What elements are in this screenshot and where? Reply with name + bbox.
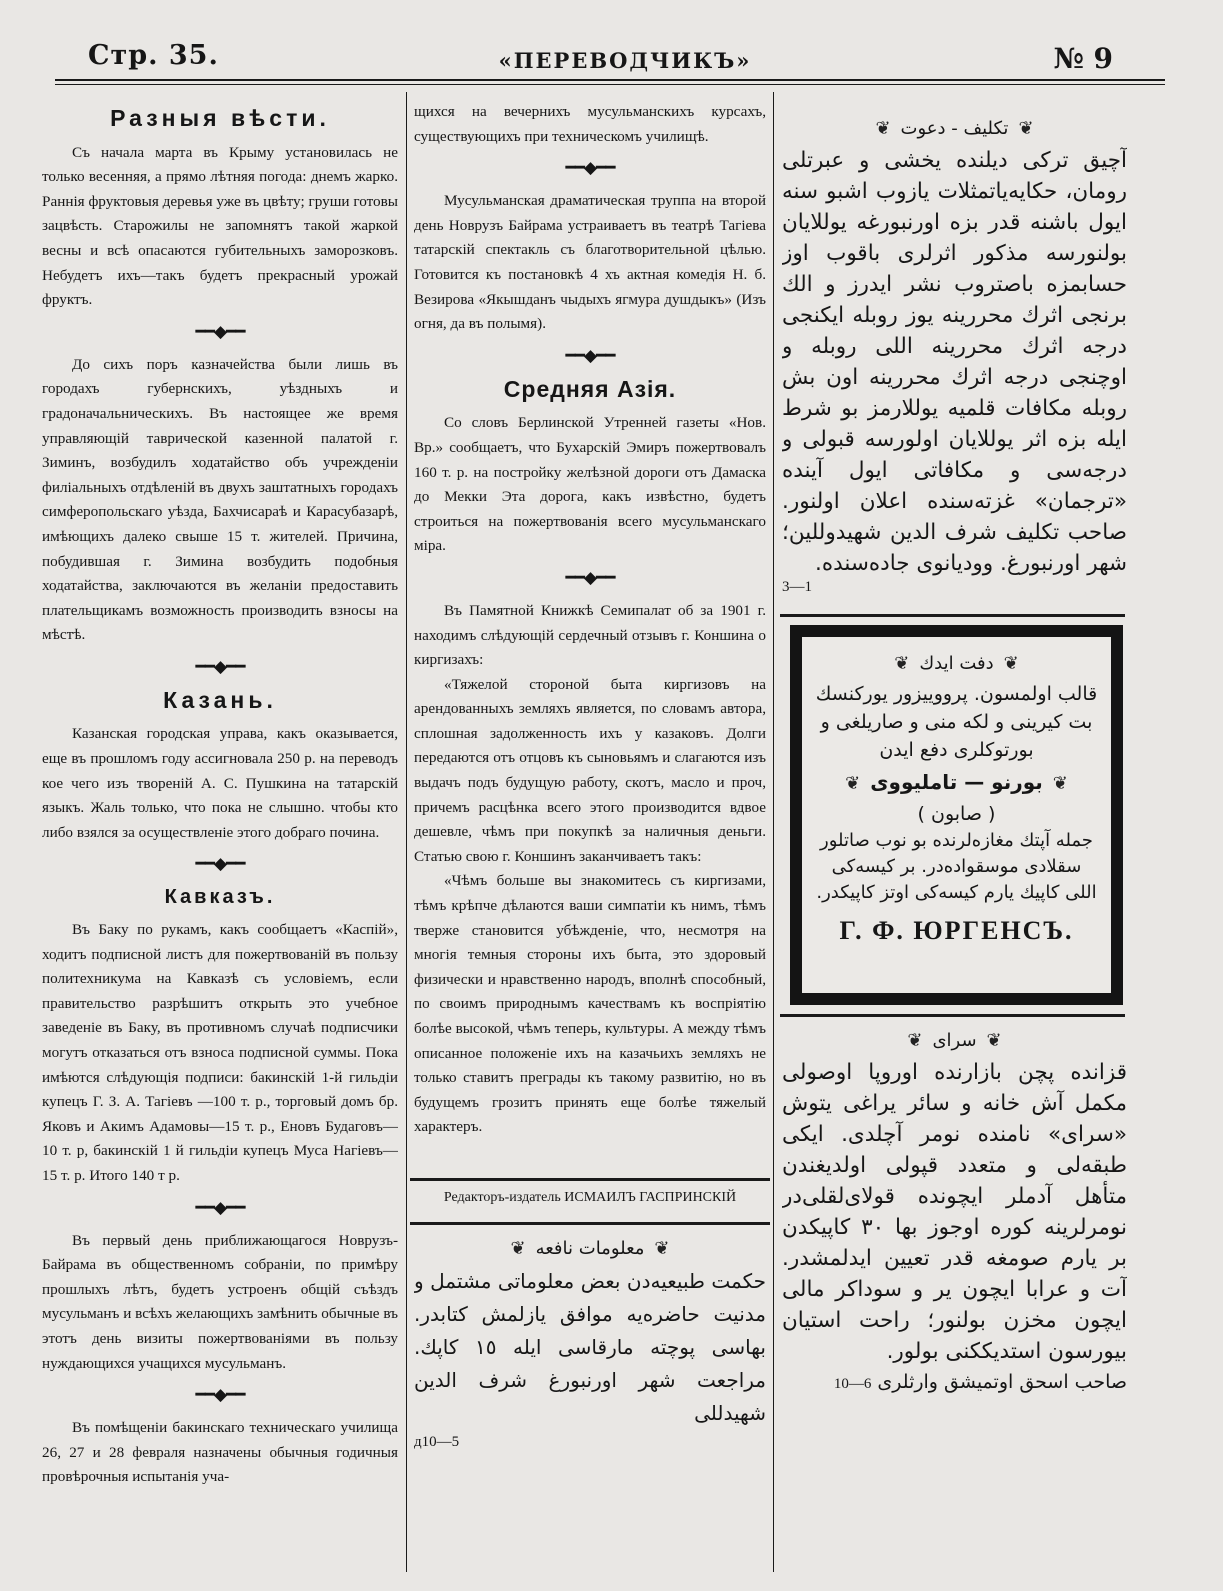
ornament-icon: ❦ (986, 1030, 1002, 1051)
article-kirghiz-quote-2: «Чѣмъ больше вы знакомитесь съ киргизами, тѣмъ крѣпче дѣлаются ваши симпатіи къ нимъ, тѣмъ тверже становится убѣжденіе, что, несмотря на многія темныя стороны ихъ быта, это здоровый физически и нравственно народъ, вполнѣ способный, по своимъ природнымъ качествамъ къ воспріятію болѣе высокой, чѣмъ теперь, культуры. А между тѣмъ описанное положеніе ихъ на казачьихъ земляхъ не только ставитъ преграды къ такому развитію, но въ будущемъ грозитъ принять еще болѣе тяжелый характеръ. (414, 872, 766, 1136)
section-heading-kazan: Казань. (163, 686, 277, 713)
column-divider-1 (406, 92, 407, 1572)
ornament-divider: ━━◆━━ (565, 158, 615, 178)
advertisement-box (790, 625, 1123, 1005)
ornament-divider: ━━◆━━ (565, 567, 615, 587)
ad-text-1: قالب اولمسون. پرووییزور یورکنسك بت کیرینی و لکه منی و صاریلغی و بورتوکلری دفع ایدن (815, 683, 1098, 761)
ad-product-text: بورنو — تاملیووی (870, 770, 1043, 794)
ornament-icon: ❦ (875, 118, 891, 139)
header-rule-thin (55, 84, 1165, 85)
editor-rule-bottom (410, 1222, 770, 1225)
notice-title (414, 1238, 766, 1259)
article-bukhara-emir: Со словъ Берлинской Утренней газеты «Нов. Вр.» сообщаетъ, что Бухарскій Эмиръ пожертвовалъ 160 т. р. на постройку желѣзной дороги отъ Дамаска до Мекки Эта дорога, какъ извѣстно, будетъ строиться на пожертвованія всего мусульманскаго міра. (414, 414, 766, 555)
notice-text: حکمت طبیعیه‌دن بعض معلوماتی مشتمل و مدنیت حاضره‌یه موافق یازلمش کتابدر. بهاسی پوچته مارقاسی ایله ١٥ کاپك. مراجعت شهر اورنبورغ شرف الدین شهیدللی (414, 1269, 766, 1425)
header-rule (55, 79, 1165, 81)
newspaper-title: «ПЕРЕВОДЧИКЪ» (498, 48, 752, 73)
article-continuation: щихся на вечернихъ мусульманскихъ курсахъ, существующихъ при техническомъ училищѣ. (414, 103, 766, 145)
ornament-icon: ❦ (654, 1238, 670, 1259)
column-divider-2 (773, 92, 774, 1572)
saray-title (782, 1030, 1127, 1051)
ornament-icon: ❦ (510, 1238, 526, 1259)
ad-product (814, 770, 1099, 794)
ad-title-text: دفت ایدك (919, 653, 994, 674)
editor-line: Редакторъ-издатель ИСМАИЛЪ ГАСПРИНСКІЙ (443, 1190, 737, 1205)
issue-number: № 9 (1053, 42, 1113, 75)
ornament-divider: ━━◆━━ (195, 854, 245, 874)
ornament-divider: ━━◆━━ (195, 1385, 245, 1405)
ad-text-2: جمله آپتك مغازه‌لرنده بو نوب صاتلور سقلادی موسقواده‌در. بر کیسه‌کی اللی کاپیك یارم کیسه‌کی اوتز کاپیکدر. (816, 830, 1097, 903)
invitation-number: 3—1 (782, 579, 812, 595)
article-kirghiz-quote-1: «Тяжелой стороной быта киргизовъ на арендованныхъ земляхъ является, по словамъ автора, сплошная задолженность ихъ у казаковъ. Долги передаются отъ отцовъ къ сыновьямъ и слагаются изъ выдачъ подъ будущую работу, скотъ, масло и проч, причемъ расцѣнка всего этого производится вдвое дешевле, чѣмъ при покупкѣ за наличныя деньги. Статью свою г. Коншинъ заканчиваетъ такъ: (414, 675, 766, 865)
notice-number: д10—5 (414, 1434, 460, 1450)
section-heading-news: Разныя вѣсти. (110, 105, 330, 131)
article-treasury: До сихъ поръ казначейства были лишь въ городахъ губернскихъ, уѣздныхъ и градоначальническихъ. Въ настоящее же время управляющій таврической казенной палатой г. Зиминъ, возбудилъ ходатайство объ учрежденіи филіальныхъ отдѣленій въ двухъ заштатныхъ городахъ симферопольскаго уѣзда, Бахчисараѣ и Карасубазарѣ, имѣющихъ далеко свыше 15 т. жителей. Причина, побудившая г. Зимина возбудить подобныя ходатайства, заключаются въ желаніи предоставить плательщикамъ возможность производить взносы на мѣстѣ. (42, 355, 398, 644)
saray-owner: صاحب اسحق اوتمیشق وارثلری (877, 1371, 1127, 1393)
section-heading-central-asia: Средняя Азія. (503, 375, 677, 402)
article-drama-troupe: Мусульманская драматическая труппа на второй день Новрузъ Байрама устраиваетъ въ театрѣ Тагіева татарскій спектакль съ благотворительной цѣлью. Готовится къ постановкѣ 4 хъ актная комедія Н. б. Везирова «Якышданъ чыдыхъ ягмура душдыкъ» (Изъ огня, да въ полымя). (414, 192, 766, 333)
section-heading-caucasus: Кавказъ. (164, 886, 276, 909)
ad-product-subtitle: ( صابون ) (917, 803, 996, 825)
saray-rule (780, 1014, 1125, 1017)
editor-rule-top (410, 1178, 770, 1181)
ornament-divider: ━━◆━━ (195, 321, 245, 341)
ad-rule (780, 614, 1125, 617)
article-novruz-bayram: Въ первый день приближающагося Новрузъ-Байрама въ общественномъ собраніи, по примѣру прошлыхъ лѣтъ, будетъ устроенъ общій съѣздъ мусульманъ и всѣхъ желающихъ замѣнить обычные въ этотъ день визиты пожертвованіями въ пользу нуждающихся учащихся мусульманъ. (42, 1231, 398, 1372)
invitation-text: آچیق ترکی دیلنده یخشی و عبرتلی رومان، حکایه‌یاتمثلات یازوب اشبو سنه ایول باشنه قدر بزه ‌اورنبورغه یوللایان بولنورسه مذکور اثرلری باقوب اوز حسابمزه باصتروب نشر ایدرز و الك برنجی اثرك محررینه یوز روبله ایکنجی درجه اثرك محررینه اللی روبله و اوچنجی درجه اثرك محررینه اون بش روبله مکافات قلمیه یوللارمز بو شرط ایله بزه اثر یوللایان اولورسه قبولی و درجه‌سی و مکافاتی ایول آینده «ترجمان» غزته‌سنده اعلان اولنور. صاحب تکلیف شرف الدین شهیدوللین؛ شهر اورنبورغ. وودیانوی جاده‌سنده. (782, 148, 1127, 576)
article-semipalatinsk: Въ Памятной Книжкѣ Семипалат об за 1901 г. находимъ слѣдующій сердечный отзывъ г. Коншина о киргизахъ: (414, 601, 766, 669)
ornament-divider: ━━◆━━ (195, 1197, 245, 1217)
column-2 (414, 100, 766, 1175)
announcement-saray (782, 1024, 1127, 1579)
page-number: Стр. 35. (88, 40, 219, 71)
ornament-divider: ━━◆━━ (565, 345, 615, 365)
ornament-icon: ❦ (845, 773, 861, 794)
saray-title-text: سرای (932, 1030, 977, 1051)
column-1 (42, 100, 398, 1585)
announcement-invitation (782, 112, 1127, 610)
article-baku-exams: Въ помѣщеніи бакинскаго техническаго училища 26, 27 и 28 февраля назначены обычныя годичныя провѣрочныя испытанія уча- (42, 1419, 398, 1486)
saray-text: قزانده پچن بازارنده اوروپا اوصولی مکمل آش خانه و سائر یراغی یتوش «سرای» نامنده نومر آچلدی. ایکی طبقه‌لی و متعدد قپولی اولدیغندن متأهل آدملر ایچوندە قولای‌لقلی‌در نومرلرینه کوره اوجوز بها ٣٠ کاپیکدن بر یارم صومغه قدر تعیین ایدلمشدر. آت و عرابا ایچون یر و سوداکر مالی ایچون مخزن بولنور؛ راحت استیان بیورسون استدیککنی بولور. (782, 1060, 1127, 1364)
notice-title-text: معلومات نافعه (535, 1238, 645, 1259)
saray-footer (782, 1367, 1127, 1400)
invitation-title (782, 118, 1127, 139)
saray-number: 6—10 (833, 1376, 872, 1392)
ornament-icon: ❦ (1052, 773, 1068, 794)
notice-useful-info (414, 1232, 766, 1577)
invitation-title-text: تکلیف - دعوت (900, 118, 1009, 139)
article-crimea-weather: Съ начала марта въ Крыму установилась не только весенняя, а прямо лѣтняя погода: днемъ жарко. Раннія фруктовыя деревья уже въ цвѣту; груши готовы зацвѣсть. Старожилы не запомнятъ такой жаркой весны и всѣ опасаются губительныхъ заморозковъ. Небудетъ ихъ—такъ будетъ прекрасный урожай фруктъ. (42, 143, 398, 309)
article-kazan-pushkin: Казанская городская управа, какъ оказывается, еще въ прошломъ году ассигновала 250 р. на переводъ кое чего изъ твореній А. С. Пушкина на татарскій языкъ. Жаль только, что пока не слышно. чтобы кто либо взялся за осуществленіе этого добраго почина. (42, 725, 398, 841)
editor-line-box (414, 1186, 766, 1216)
ad-advertiser-name: Г. Ф. ЮРГЕНСЪ. (839, 916, 1074, 945)
article-baku-polytechnic: Въ Баку по рукамъ, какъ сообщаетъ «Каспій», ходитъ подписной листъ для пожертвованій въ пользу политехникума на Кавказѣ съ условіемъ, если правительство разрѣшитъ открыть это учебное заведеніе въ Баку, въ противномъ случаѣ подписчики могутъ отказаться отъ взноса подписной суммы. Пока имѣются слѣдующія подписи: бакинскій 1-й гильдіи купецъ Г. З. А. Тагіевъ —100 т. р., торговый домъ бр. Яковъ и Акимъ Адамовы—15 т. р., Еновъ Будаговъ—10 т. р, бакинскій 1 й гильдіи купецъ Муса Нагіевъ—15 т. р. Итого 140 т р. (42, 921, 398, 1184)
ad-title (814, 653, 1099, 674)
ornament-divider: ━━◆━━ (195, 656, 245, 676)
ornament-icon: ❦ (894, 653, 910, 674)
ornament-icon: ❦ (1003, 653, 1019, 674)
ornament-icon: ❦ (907, 1030, 923, 1051)
ornament-icon: ❦ (1018, 118, 1034, 139)
